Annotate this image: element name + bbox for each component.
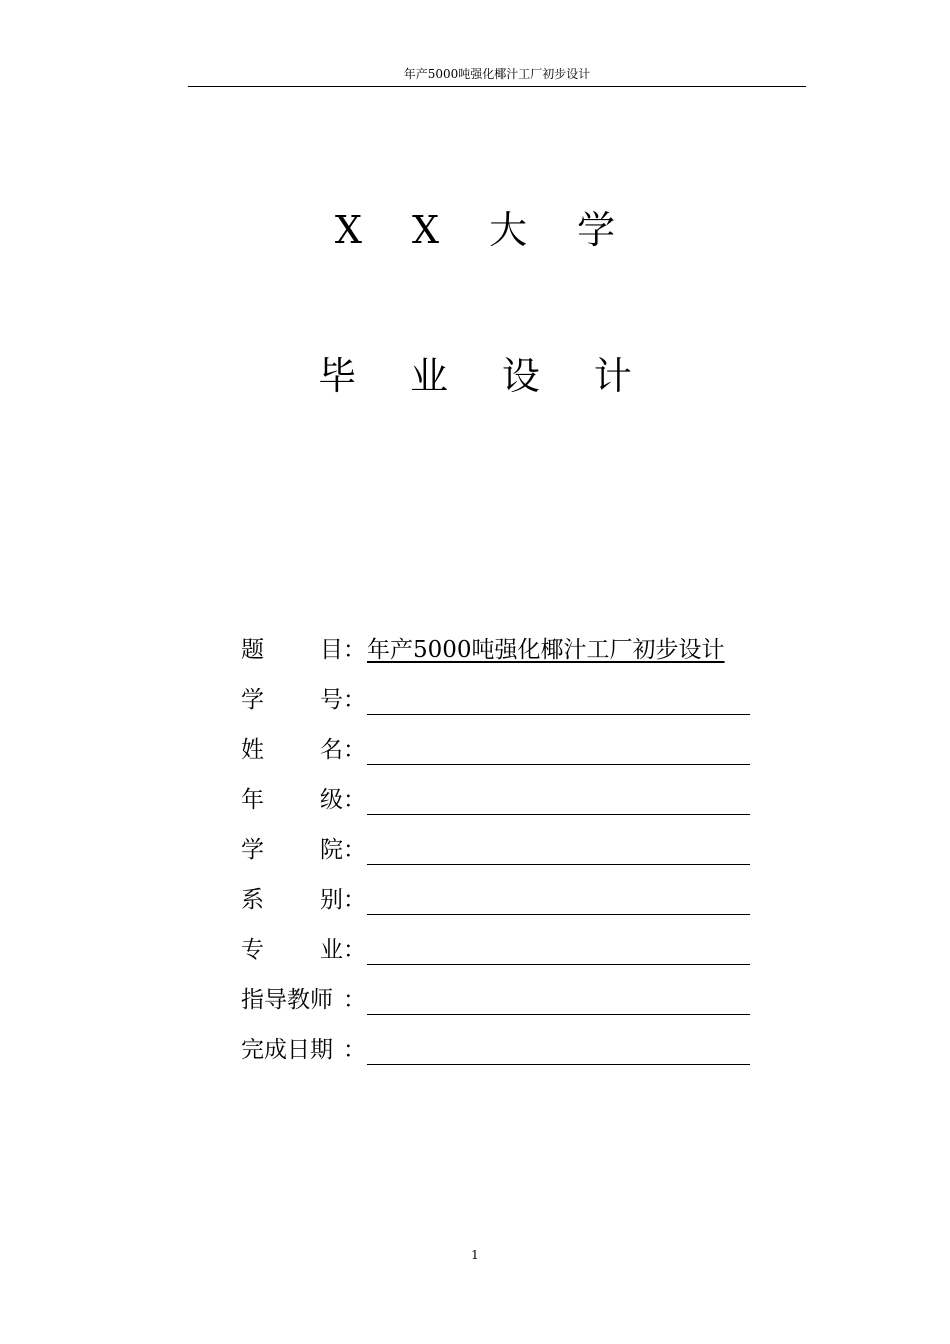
info-label-char: 学: [241, 687, 264, 713]
info-label-char: 名: [320, 737, 343, 763]
info-label: [241, 832, 343, 868]
info-label-char: 姓: [241, 737, 264, 763]
info-row-completion-date: [241, 1032, 801, 1082]
header-rule: [188, 86, 806, 87]
info-row-advisor: [241, 982, 801, 1032]
college-field[interactable]: [367, 832, 750, 865]
info-row-department: [241, 882, 801, 932]
info-form: [241, 632, 801, 1082]
info-row-grade: [241, 782, 801, 832]
info-colon: ：: [343, 887, 366, 913]
grade-field[interactable]: [367, 782, 750, 815]
info-label-char: 题: [241, 637, 264, 663]
info-label: [241, 732, 343, 768]
info-colon: ：: [343, 837, 366, 863]
info-colon: ：: [343, 787, 366, 813]
title-value: 年产5000吨强化椰汁工厂初步设计: [367, 637, 725, 663]
student-id-field[interactable]: [367, 682, 750, 715]
department-field[interactable]: [367, 882, 750, 915]
info-row-major: [241, 932, 801, 982]
info-label-text: 指导教师: [241, 987, 333, 1013]
page-header: 年产5000吨强化椰汁工厂初步设计: [403, 67, 591, 81]
info-row-college: [241, 832, 801, 882]
info-label-char: 级: [320, 787, 343, 813]
info-row-student-id: [241, 682, 801, 732]
info-label-char: 目: [320, 637, 343, 663]
info-row-title: [241, 632, 801, 682]
info-label: [241, 932, 343, 968]
info-label-text: 完成日期: [241, 1037, 333, 1063]
info-label: [241, 632, 343, 668]
info-colon: ：: [343, 687, 366, 713]
info-colon: ：: [343, 987, 366, 1013]
university-name: X X 大 学: [334, 208, 635, 252]
info-colon: ：: [343, 937, 366, 963]
advisor-field[interactable]: [367, 982, 750, 1015]
info-label: [241, 682, 343, 718]
major-field[interactable]: [367, 932, 750, 965]
name-field[interactable]: [367, 732, 750, 765]
info-label: [241, 982, 343, 1018]
info-label-char: 院: [320, 837, 343, 863]
info-label-char: 别: [320, 887, 343, 913]
completion-date-field[interactable]: [367, 1032, 750, 1065]
info-label-char: 系: [241, 887, 264, 913]
info-label: [241, 1032, 343, 1068]
page-number: 1: [471, 1248, 479, 1262]
info-colon: ：: [343, 737, 366, 763]
info-label-char: 专: [241, 937, 264, 963]
document-type-title: 毕 业 设 计: [318, 354, 653, 398]
info-label-char: 业: [320, 937, 343, 963]
info-label-char: 年: [241, 787, 264, 813]
info-label: [241, 782, 343, 818]
info-label: [241, 882, 343, 918]
info-row-name: [241, 732, 801, 782]
info-label-char: 学: [241, 837, 264, 863]
info-colon: ：: [343, 637, 366, 663]
info-colon: ：: [343, 1037, 366, 1063]
info-label-char: 号: [320, 687, 343, 713]
